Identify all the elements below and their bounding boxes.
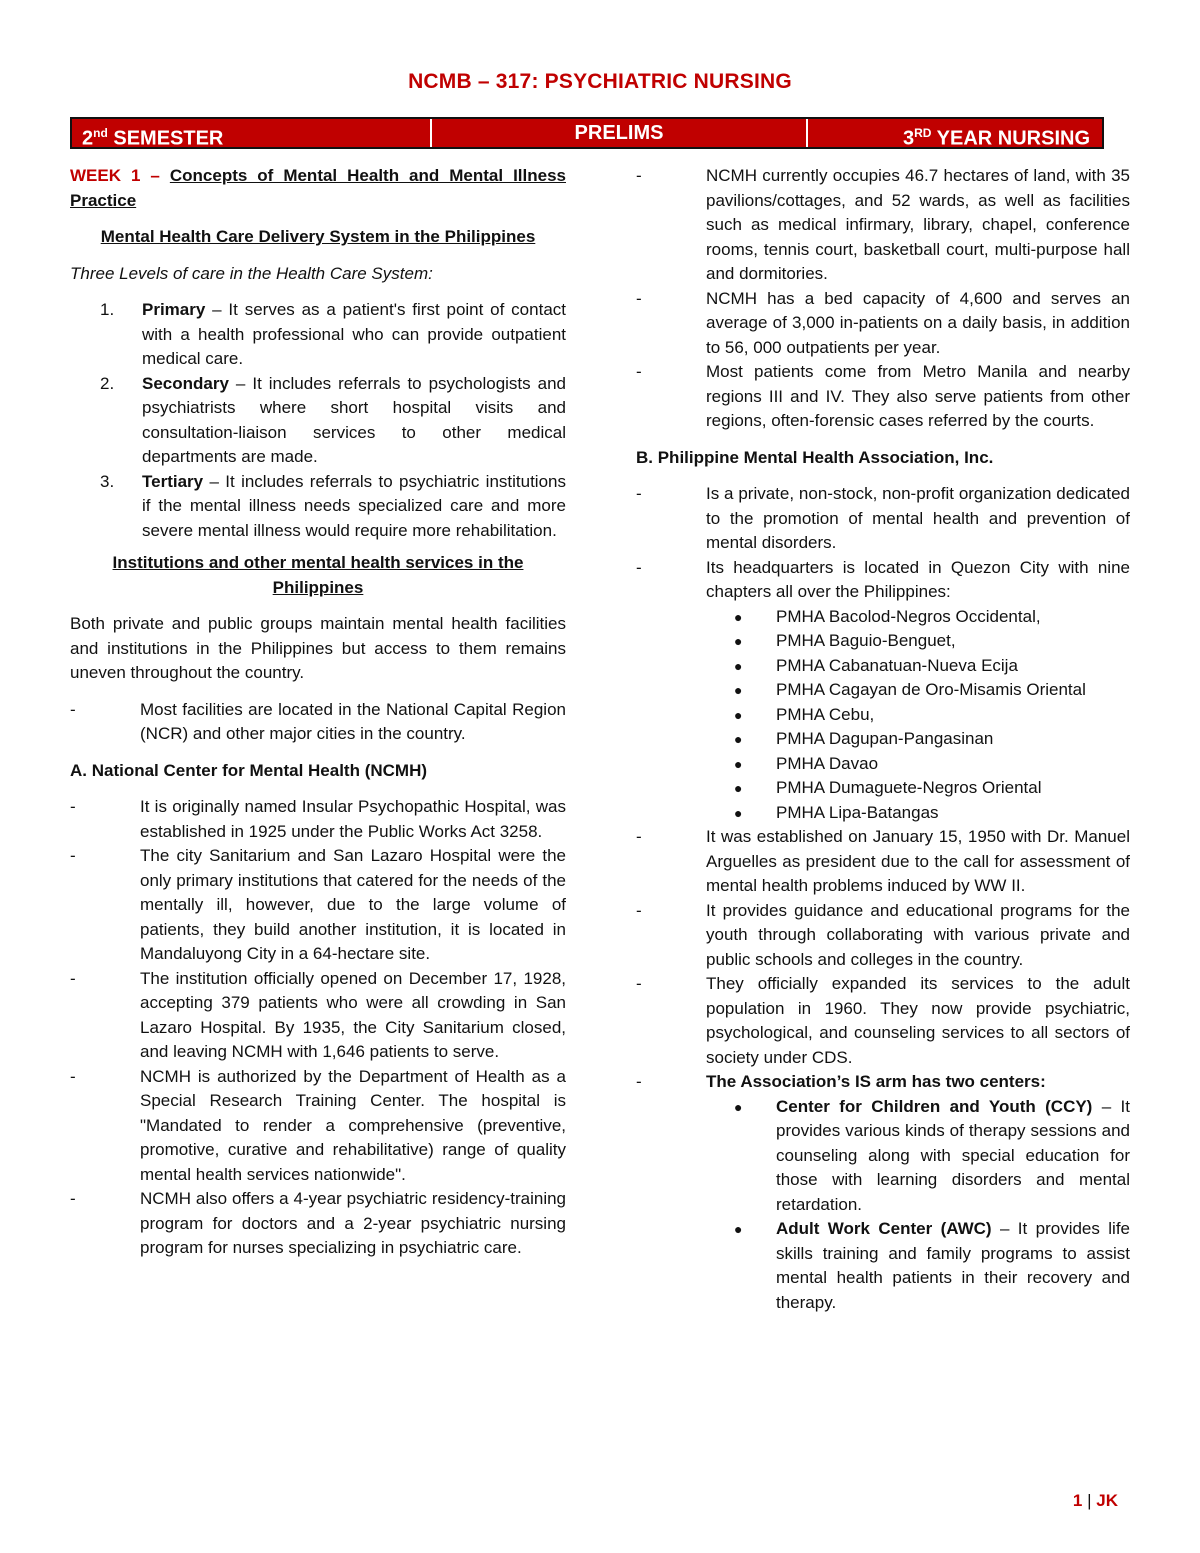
list-text: The city Sanitarium and San Lazaro Hospital were the only primary institutions that catered for the needs of the mentally ill, however, due to the large volume of patients, they build another institution, it is located in Mandaluyong City in a 64-hectare site.	[140, 846, 566, 963]
dash-marker: -	[636, 827, 642, 846]
level-term: Tertiary	[142, 471, 204, 491]
chapter-item	[636, 629, 1130, 654]
center-text: – It provides life skills training and family programs to assist mental health patients in their recovery and therapy.	[776, 1219, 1130, 1312]
right-column	[636, 164, 1130, 1315]
bullet-icon: ●	[734, 1221, 743, 1237]
document-title: NCMB – 317: PSYCHIATRIC NURSING	[408, 70, 792, 93]
section-heading-delivery: Mental Health Care Delivery System in the Philippines	[100, 227, 536, 246]
dash-marker: -	[70, 699, 76, 719]
levels-intro: Three Levels of care in the Health Care System:	[70, 263, 433, 283]
week-title: Concepts of Mental Health and Mental Illness Practice	[70, 166, 566, 210]
level-term: Secondary	[142, 373, 229, 393]
dash-marker: -	[636, 484, 642, 503]
chapter-text: PMHA Davao	[776, 753, 879, 773]
chapter-item	[636, 801, 1130, 826]
bullet-icon: ●	[734, 608, 743, 625]
semester-number: 2	[82, 127, 94, 150]
list-item	[636, 1070, 1130, 1095]
ncmh-heading: A. National Center for Mental Health (NCMH)	[70, 760, 428, 780]
header-banner	[70, 117, 1104, 149]
page-number: 1	[1072, 1491, 1083, 1510]
dash-marker: -	[70, 1189, 76, 1208]
list-text: It provides guidance and educational programs for the youth through collaborating with various private and public schools and colleges in the country.	[706, 900, 1130, 969]
level-text: – It serves as a patient's first point of contact with a health professional who can provide outpatient medical care.	[142, 300, 566, 368]
chapter-text: PMHA Cagayan de Oro-Misamis Oriental	[776, 680, 1086, 699]
dash-marker: -	[636, 166, 642, 185]
list-item	[636, 972, 1130, 1070]
dash-marker: -	[636, 557, 642, 577]
year-text: YEAR NURSING	[931, 127, 1090, 150]
list-text: It was established on January 15, 1950 with Dr. Manuel Arguelles as president due to the call for assessment of mental health problems induced by WW II.	[706, 827, 1130, 895]
list-item	[70, 844, 566, 967]
level-text: – It includes referrals to psychiatric institutions if the mental illness needs specialized care and more severe mental illness would require more rehabilitation.	[142, 471, 566, 540]
list-text: They officially expanded its services to the adult population in 1960. They now provide psychiatric, psychological, and counseling services to all sectors of society under CDS.	[706, 974, 1130, 1067]
list-text: NCMH currently occupies 46.7 hectares of land, with 35 pavilions/cottages, and 52 wards, as well as facilities such as medical infirmary, library, chapel, conference rooms, tennis court, basketball court, multi-purpose hall and dormitories.	[706, 166, 1130, 283]
list-text: Most facilities are located in the National Capital Region (NCR) and other major cities in the country.	[140, 699, 566, 743]
centers-intro: The Association’s IS arm has two centers:	[706, 1072, 1046, 1091]
list-item	[70, 298, 566, 372]
chapter-text: PMHA Lipa-Batangas	[776, 802, 939, 822]
chapter-item	[636, 678, 1130, 703]
bullet-icon: ●	[734, 731, 743, 747]
year-cell	[808, 119, 1102, 150]
list-text: It is originally named Insular Psychopathic Hospital, was established in 1925 under the Public Works Act 3258.	[140, 797, 566, 841]
chapter-text: PMHA Cabanatuan-Nueva Ecija	[776, 655, 1018, 675]
week-heading	[70, 164, 566, 213]
year-number: 3	[902, 127, 915, 150]
chapter-text: PMHA Baguio-Benguet,	[776, 631, 956, 650]
list-item	[70, 1065, 566, 1188]
bullet-icon: ●	[734, 682, 743, 698]
list-item	[70, 372, 566, 470]
chapter-item	[636, 752, 1130, 777]
week-label: WEEK 1 –	[70, 166, 160, 185]
list-item	[70, 1187, 566, 1261]
semester-text: SEMESTER	[107, 127, 224, 150]
chapter-item	[636, 727, 1130, 752]
list-text: Most patients come from Metro Manila and nearby regions III and IV. They also serve patients from other regions, often-forensic cases referred by the courts.	[706, 362, 1130, 430]
dash-marker: -	[70, 1066, 76, 1086]
bullet-icon: ●	[734, 755, 743, 772]
center-item	[636, 1095, 1130, 1218]
chapter-item	[636, 654, 1130, 679]
dash-marker: -	[70, 968, 76, 988]
section-heading-institutions: Institutions and other mental health services in the Philippines	[112, 553, 524, 597]
list-number: 3.	[100, 471, 115, 491]
list-number: 1.	[100, 300, 115, 319]
dash-marker: -	[636, 900, 642, 920]
left-column	[70, 164, 566, 1261]
dash-marker: -	[636, 974, 642, 993]
bullet-icon: ●	[734, 657, 743, 674]
page-footer	[1073, 1491, 1118, 1511]
chapter-item	[636, 776, 1130, 801]
level-text: – It includes referrals to psychologists and psychiatrists where short hospital visits and consultation-liaison services to other medical departments are made.	[142, 373, 566, 466]
year-suffix: RD	[914, 126, 932, 140]
dash-marker: -	[636, 1072, 642, 1091]
author-initials: JK	[1096, 1491, 1118, 1510]
dash-marker: -	[70, 846, 76, 865]
bullet-icon: ●	[734, 1098, 743, 1115]
center-text: – It provides various kinds of therapy sessions and counseling along with special education for those with learning disorders and mental retardation.	[776, 1096, 1130, 1214]
list-item	[636, 164, 1130, 287]
list-text: Is a private, non-stock, non-profit organization dedicated to the promotion of mental health and prevention of mental disorders.	[706, 484, 1130, 552]
list-item	[636, 482, 1130, 556]
list-number: 2.	[100, 373, 115, 393]
intro-paragraph: Both private and public groups maintain mental health facilities and institutions in the Philippines but access to them remains uneven throughout the country.	[70, 614, 566, 682]
dash-marker: -	[636, 288, 642, 308]
bullet-icon: ●	[734, 804, 743, 821]
center-item	[636, 1217, 1130, 1315]
list-item	[70, 470, 566, 544]
center-name: Adult Work Center (AWC)	[776, 1219, 992, 1238]
dash-marker: -	[70, 797, 76, 816]
list-text: The institution officially opened on December 17, 1928, accepting 379 patients who were all crowding in San Lazaro Hospital. By 1935, the City Sanitarium closed, and leaving NCMH with 1,646 patients to serve.	[140, 968, 566, 1061]
list-item	[70, 698, 566, 747]
bullet-icon: ●	[734, 780, 743, 796]
list-item	[636, 287, 1130, 361]
list-item	[636, 556, 1130, 605]
chapter-item	[636, 605, 1130, 630]
bullet-icon: ●	[734, 633, 743, 649]
list-item	[636, 360, 1130, 434]
chapter-text: PMHA Dumaguete-Negros Oriental	[776, 778, 1042, 797]
term-cell: PRELIMS	[432, 119, 808, 147]
chapter-text: PMHA Dagupan-Pangasinan	[776, 729, 994, 748]
semester-cell	[72, 119, 432, 150]
list-text: NCMH is authorized by the Department of Health as a Special Research Training Center. The hospital is "Mandated to render a comprehensive (preventive, promotive, curative and rehabilitative) range of quality mental health services nationwide".	[140, 1066, 566, 1184]
care-levels-list	[70, 298, 566, 543]
list-item	[636, 825, 1130, 899]
list-text: NCMH has a bed capacity of 4,600 and serves an average of 3,000 in-patients on a daily basis, in addition to 56, 000 outpatients per year.	[706, 288, 1130, 357]
footer-separator: |	[1082, 1491, 1097, 1510]
list-text: Its headquarters is located in Quezon City with nine chapters all over the Philippines:	[706, 557, 1130, 601]
list-item	[70, 795, 566, 844]
chapter-item	[636, 703, 1130, 728]
semester-suffix: nd	[93, 126, 108, 140]
pmha-heading: B. Philippine Mental Health Association, Inc.	[636, 447, 994, 467]
dash-marker: -	[636, 362, 642, 381]
chapter-text: PMHA Bacolod-Negros Occidental,	[776, 606, 1041, 626]
list-text: NCMH also offers a 4-year psychiatric residency-training program for doctors and a 2-year psychiatric nursing program for nurses specializing in psychiatric care.	[140, 1189, 566, 1257]
list-item	[636, 899, 1130, 973]
list-item	[70, 967, 566, 1065]
center-name: Center for Children and Youth (CCY)	[776, 1096, 1093, 1116]
bullet-icon: ●	[734, 706, 743, 723]
level-term: Primary	[142, 300, 206, 319]
chapter-text: PMHA Cebu,	[776, 704, 875, 724]
